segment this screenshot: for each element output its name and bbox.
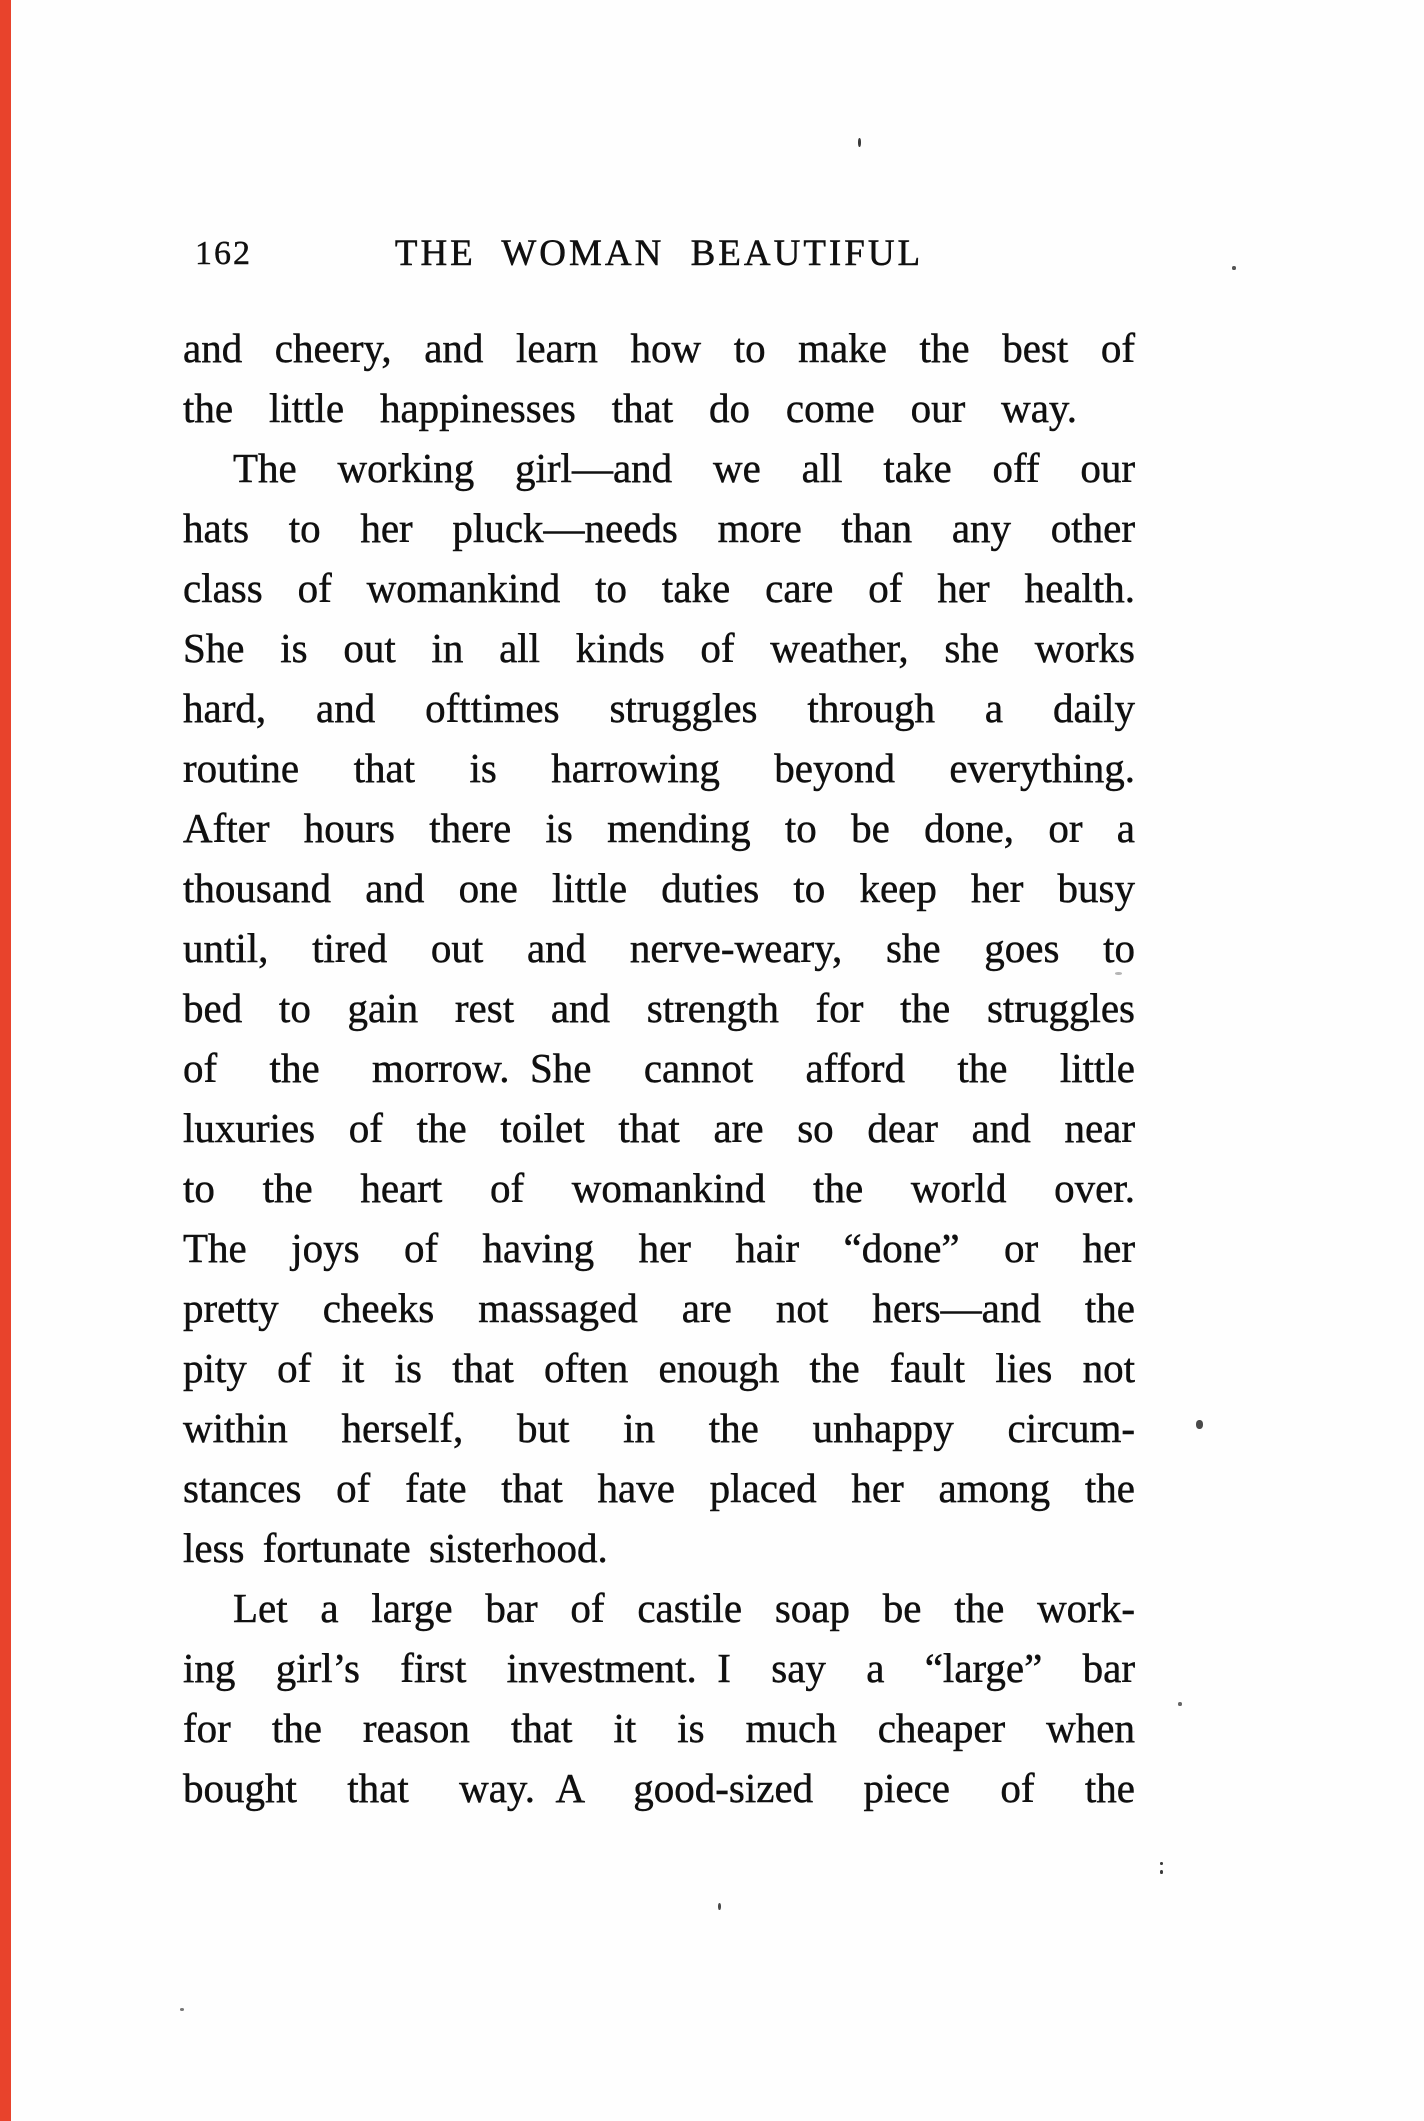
ink-speck [1160,1862,1163,1865]
text-line: pity of it is that often enough the fault lies not [183,1345,1135,1391]
text-line: After hours there is mending to be done, or a [183,805,1135,851]
text-line: luxuries of the toilet that are so dear and near [183,1105,1135,1151]
ink-speck [1160,1870,1163,1874]
text-line: to the heart of womankind the world over. [183,1165,1135,1211]
text-line: thousand and one little duties to keep her busy [183,865,1135,911]
ink-speck [180,2008,184,2011]
text-line: hard, and ofttimes struggles through a daily [183,685,1135,731]
page-header [183,232,1135,276]
text-line: pretty cheeks massaged are not hers—and the [183,1285,1135,1331]
text-line: class of womankind to take care of her health. [183,565,1135,611]
text-line: until, tired out and nerve-weary, she goes to [183,925,1135,971]
ink-speck [718,1903,721,1910]
text-line: The working girl—and we all take off our [233,445,1135,491]
text-line: hats to her pluck—needs more than any other [183,505,1135,551]
text-line: She is out in all kinds of weather, she works [183,625,1135,671]
text-line: ing girl’s first investment. I say a “large” bar [183,1645,1135,1691]
text-line: routine that is harrowing beyond everything. [183,745,1135,791]
page-number: 162 [195,235,252,272]
text-line: of the morrow. She cannot afford the little [183,1045,1135,1091]
body-text [183,318,1135,1818]
text-line: within herself, but in the unhappy circum- [183,1405,1135,1451]
text-line: Let a large bar of castile soap be the work- [233,1585,1135,1631]
text-line: stances of fate that have placed her among the [183,1465,1135,1511]
text-line: bed to gain rest and strength for the struggles [183,985,1135,1031]
text-line: the little happinesses that do come our way. [183,385,1077,431]
text-line: for the reason that it is much cheaper when [183,1705,1135,1751]
text-line: and cheery, and learn how to make the best of [183,325,1135,371]
ink-speck [1115,972,1122,975]
scan-edge-red-stripe [0,0,11,2121]
ink-speck [1178,1702,1182,1706]
text-line: bought that way. A good-sized piece of the [183,1765,1135,1811]
text-line: less fortunate sisterhood. [183,1525,608,1571]
ink-speck [1232,266,1236,270]
running-title: THE WOMAN BEAUTIFUL [394,233,924,274]
ink-speck [858,138,861,147]
text-line: The joys of having her hair “done” or her [183,1225,1135,1271]
ink-speck [1196,1420,1203,1429]
